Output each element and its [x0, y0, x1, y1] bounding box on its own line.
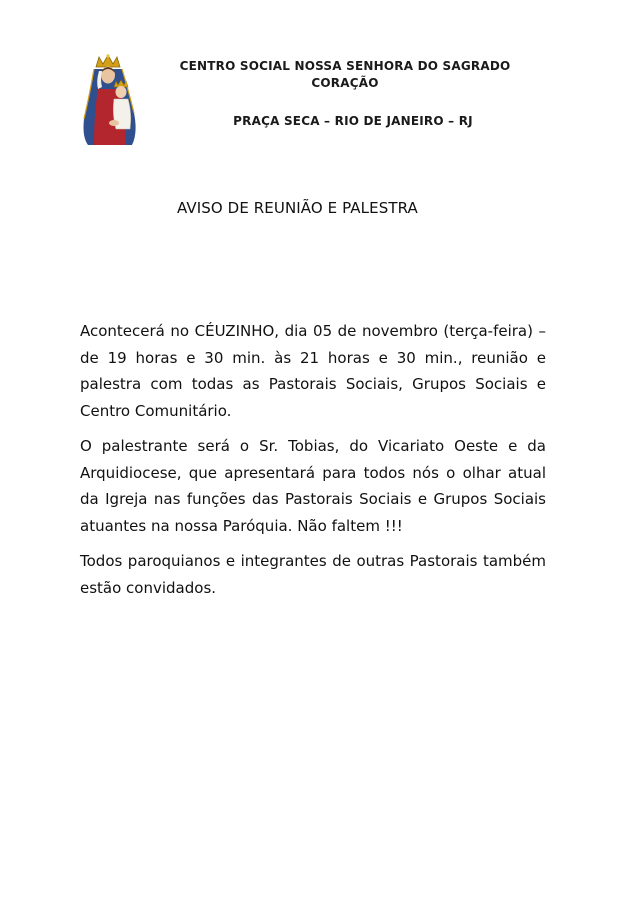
- paragraph: Acontecerá no CÉUZINHO, dia 05 de novembro (terça-feira) – de 19 horas e 30 min. às 21 horas e 30 min., reunião e palestra com todas as Pastorais Sociais, Grupos Sociais e Centro Comunitário.: [80, 322, 546, 420]
- madonna-and-child-icon: [80, 53, 140, 145]
- organization-name: CENTRO SOCIAL NOSSA SENHORA DO SAGRADO CORAÇÃO: [179, 59, 511, 90]
- header: [160, 58, 530, 130]
- organization-location: PRAÇA SECA – RIO DE JANEIRO – RJ: [233, 114, 473, 128]
- notice-body: [80, 318, 546, 610]
- paragraph: O palestrante será o Sr. Tobias, do Vicariato Oeste e da Arquidiocese, que apresentará para todos nós o olhar atual da Igreja nas funções das Pastorais Sociais e Grupos Sociais atuantes na nossa Paróquia. Não faltem !!!: [80, 437, 546, 535]
- page-title: AVISO DE REUNIÃO E PALESTRA: [177, 199, 418, 217]
- paragraph: Todos paroquianos e integrantes de outras Pastorais também estão convidados.: [80, 552, 546, 597]
